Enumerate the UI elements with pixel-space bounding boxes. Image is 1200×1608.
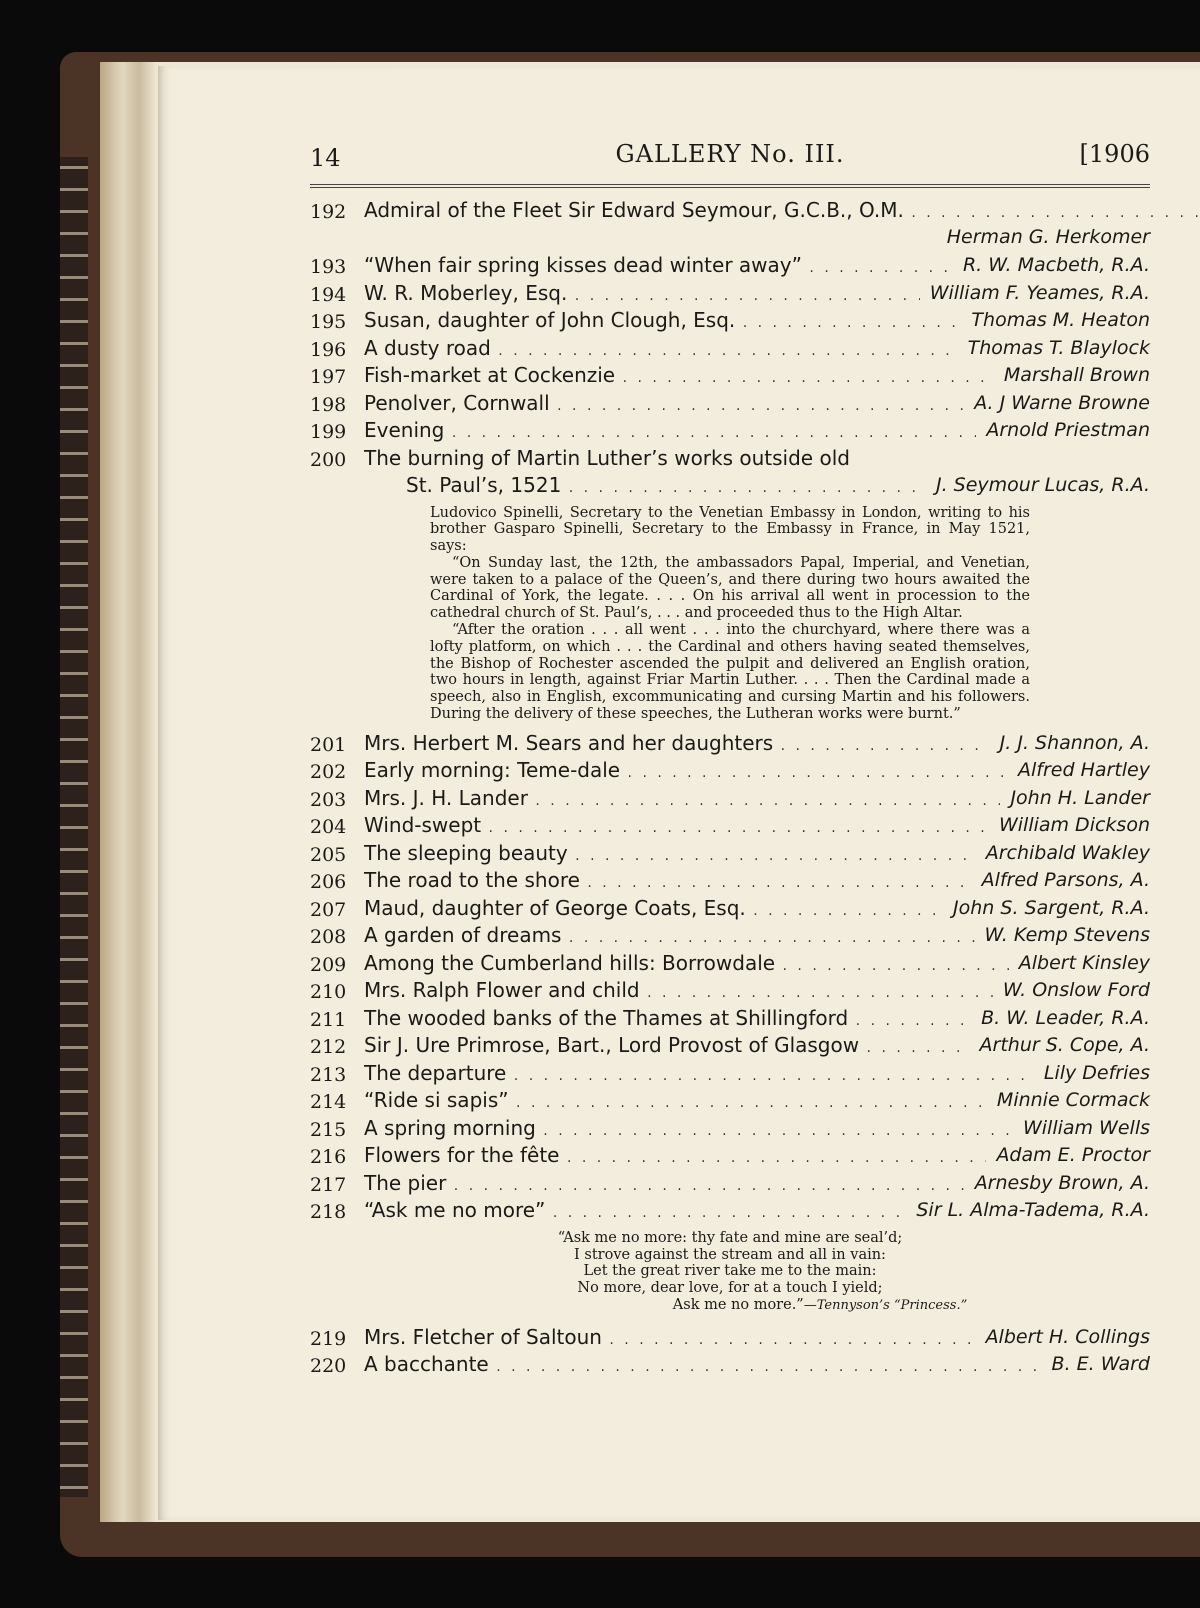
- entry-number: 214: [310, 1091, 347, 1114]
- catalogue-entry: [310, 391, 1150, 419]
- catalogue-entry: [310, 951, 1150, 979]
- entry-artist: Arnold Priestman: [976, 419, 1150, 441]
- catalogue-entry: [310, 308, 1150, 336]
- entry-artist: J. Seymour Lucas, R.A.: [926, 474, 1150, 496]
- catalogue-entry: [310, 226, 1150, 254]
- entry-note: [430, 505, 1030, 723]
- entry-artist: Albert H. Collings: [976, 1326, 1150, 1348]
- catalogue-entry: [310, 978, 1150, 1006]
- entry-title: Early morning: Teme-dale . . .: [364, 758, 1150, 782]
- entry-title: St. Paul’s, 1521 . . .: [406, 473, 1150, 497]
- entry-number: 199: [310, 421, 347, 443]
- entry-number: 220: [310, 1355, 347, 1378]
- entry-number: 201: [310, 733, 347, 756]
- entry-title: Among the Cumberland hills: Borrowdale . . .: [364, 951, 1150, 975]
- entry-artist: Thomas T. Blaylock: [958, 337, 1150, 359]
- catalogue-entry: [310, 1171, 1150, 1199]
- entry-title: W. R. Moberley, Esq. . . .: [364, 281, 1150, 305]
- entry-number: 215: [310, 1118, 347, 1141]
- entry-artist: J. J. Shannon, A.: [990, 732, 1150, 754]
- entry-number: 213: [310, 1063, 347, 1086]
- entry-title: Admiral of the Fleet Sir Edward Seymour, G.C.B., O.M. . . .: [364, 198, 1150, 222]
- entry-title: Mrs. Ralph Flower and child . . .: [364, 978, 1150, 1002]
- entry-artist: Herman G. Herkomer: [937, 226, 1150, 248]
- entry-poem: [310, 1230, 1150, 1315]
- entry-number: 203: [310, 788, 347, 811]
- entry-title: The sleeping beauty . . .: [364, 841, 1150, 865]
- catalogue-entry: [310, 281, 1150, 309]
- entry-artist: John H. Lander: [1000, 787, 1150, 809]
- entry-title: A bacchante . . .: [364, 1352, 1150, 1376]
- entry-artist: Sir L. Alma-Tadema, R.A.: [906, 1199, 1150, 1221]
- entry-title: Sir J. Ure Primrose, Bart., Lord Provost of Glasgow . . .: [364, 1033, 1150, 1057]
- entry-number: 192: [310, 201, 347, 223]
- entry-artist: William F. Yeames, R.A.: [920, 282, 1150, 304]
- entry-number: 196: [310, 338, 347, 361]
- entry-artist: Lily Defries: [1034, 1062, 1150, 1084]
- entry-number: 219: [310, 1327, 347, 1350]
- catalogue-entry: [310, 841, 1150, 869]
- catalogue-entry: [310, 1033, 1150, 1061]
- entry-number: 200: [310, 448, 347, 471]
- entry-title: The burning of Martin Luther’s works outside old: [364, 445, 850, 470]
- entry-number: 198: [310, 393, 347, 416]
- catalogue-entry: [310, 473, 1150, 501]
- entry-title: Penolver, Cornwall . . .: [364, 391, 1150, 415]
- entry-artist: Alfred Hartley: [1008, 759, 1150, 781]
- entry-number: 217: [310, 1173, 347, 1196]
- entry-title: Flowers for the fête . . .: [364, 1143, 1150, 1167]
- entry-title: The departure . . .: [364, 1061, 1150, 1085]
- entry-artist: Alfred Parsons, A.: [972, 869, 1150, 891]
- entry-title: The pier . . .: [364, 1171, 1150, 1195]
- catalogue-entry: [310, 868, 1150, 896]
- entry-title: “When fair spring kisses dead winter away” . . .: [364, 253, 1150, 277]
- catalogue-entry: [310, 363, 1150, 391]
- catalogue-entry: [310, 446, 1150, 474]
- poem-line: No more, dear love, for at a touch I yield;: [577, 1280, 883, 1297]
- running-header: [310, 140, 1150, 176]
- poem-source: —Tennyson’s “Princess.”: [803, 1298, 968, 1314]
- page-content: [310, 140, 1150, 1380]
- entry-title: “Ask me no more” . . .: [364, 1198, 1150, 1222]
- entry-number: 206: [310, 871, 347, 894]
- poem-line: Let the great river take me to the main:: [583, 1263, 877, 1280]
- catalogue-entry: [310, 731, 1150, 759]
- catalogue-entry: [310, 813, 1150, 841]
- entry-number: 218: [310, 1201, 347, 1224]
- entry-artist: Minnie Cormack: [987, 1089, 1150, 1111]
- entry-artist: W. Kemp Stevens: [975, 924, 1150, 946]
- catalogue-entry: [310, 923, 1150, 951]
- entry-number: 211: [310, 1008, 347, 1031]
- entry-artist: Marshall Brown: [994, 364, 1150, 386]
- entry-number: 194: [310, 283, 347, 306]
- entry-title: A dusty road . . .: [364, 336, 1150, 360]
- book-spine-edge: [60, 157, 88, 1497]
- catalogue-entry: [310, 1325, 1150, 1353]
- entry-artist: B. W. Leader, R.A.: [971, 1007, 1150, 1029]
- entry-artist: William Dickson: [989, 814, 1150, 836]
- entry-number: 195: [310, 311, 347, 333]
- entry-title: The wooded banks of the Thames at Shillingford . . .: [364, 1006, 1150, 1030]
- entry-artist: R. W. Macbeth, R.A.: [953, 254, 1150, 276]
- catalogue-entry: [310, 758, 1150, 786]
- entry-title: “Ride si sapis” . . .: [364, 1088, 1150, 1112]
- catalogue-entry: [310, 198, 1150, 226]
- catalogue-entry: [310, 1143, 1150, 1171]
- entry-artist: Arthur S. Cope, A.: [970, 1034, 1150, 1056]
- entry-number: 204: [310, 816, 347, 839]
- note-paragraph: “After the oration . . . all went . . . into the churchyard, where there was a lofty platform, on which . . . the Cardinal and others having seated themselves, the Bishop of Rochester ascended the pulpit and delivered an English oration, two hours in length, against Friar Martin Luther. . . . Then the Cardinal made a speech, also in English, excommunicating and cursing Martin and his followers. During the delivery of these speeches, the Lutheran works were burnt.”: [430, 622, 1030, 723]
- poem-last-line: [310, 1297, 1150, 1315]
- entry-artist: William Wells: [1013, 1117, 1150, 1139]
- catalogue-entry: [310, 1352, 1150, 1380]
- catalogue-entry: [310, 1088, 1150, 1116]
- poem-line: Ask me no more.”: [672, 1297, 804, 1314]
- note-paragraph: Ludovico Spinelli, Secretary to the Venetian Embassy in London, writing to his brother Gasparo Spinelli, Secretary to the Embassy in France, in May 1521, says:: [430, 504, 1030, 555]
- catalogue-entry: [310, 418, 1150, 446]
- entry-title: Fish-market at Cockenzie . . .: [364, 363, 1150, 387]
- catalogue-entry: [310, 1061, 1150, 1089]
- entry-title: A spring morning . . .: [364, 1116, 1150, 1140]
- entry-artist: Archibald Wakley: [976, 842, 1150, 864]
- entry-title: Evening . . .: [364, 418, 1150, 442]
- entry-artist: B. E. Ward: [1042, 1353, 1150, 1375]
- entry-title: Mrs. Fletcher of Saltoun . . .: [364, 1325, 1150, 1349]
- entry-artist: Arnesby Brown, A.: [965, 1172, 1150, 1194]
- poem-line: “Ask me no more: thy fate and mine are seal’d;: [557, 1229, 903, 1246]
- entry-number: 205: [310, 843, 347, 866]
- entry-title: Maud, daughter of George Coats, Esq. . . .: [364, 896, 1150, 920]
- page-year: [1906: [1079, 140, 1150, 168]
- entry-title: A garden of dreams . . .: [364, 923, 1150, 947]
- catalogue-entry: [310, 1006, 1150, 1034]
- catalogue-entry: [310, 336, 1150, 364]
- entry-artist: Albert Kinsley: [1009, 952, 1150, 974]
- catalogue-entry: [310, 786, 1150, 814]
- note-paragraph: “On Sunday last, the 12th, the ambassadors Papal, Imperial, and Venetian, were taken to a palace of the Queen’s, and there during two hours awaited the Cardinal of York, the legate. . . . On his arrival all went in procession to the cathedral church of St. Paul’s, . . . and proceeded thus to the High Altar.: [430, 554, 1030, 622]
- entry-number: 197: [310, 366, 347, 388]
- entry-number: 212: [310, 1036, 347, 1059]
- entry-artist: Thomas M. Heaton: [961, 309, 1150, 331]
- entry-number: 208: [310, 926, 347, 949]
- entry-artist: Adam E. Proctor: [986, 1144, 1150, 1166]
- entry-number: 207: [310, 898, 347, 921]
- entry-number: 209: [310, 953, 347, 976]
- entry-number: 202: [310, 761, 347, 784]
- page-number: 14: [310, 144, 341, 172]
- entry-title: Susan, daughter of John Clough, Esq. . . .: [364, 308, 1150, 332]
- entry-artist: A. J Warne Browne: [964, 392, 1150, 414]
- entry-number: 193: [310, 256, 347, 278]
- entry-title: Mrs. J. H. Lander . . .: [364, 786, 1150, 810]
- entry-title: Wind-swept . . .: [364, 813, 1150, 837]
- entry-artist: John S. Sargent, R.A.: [943, 897, 1150, 919]
- entry-title: The road to the shore . . .: [364, 868, 1150, 892]
- entry-number: 210: [310, 981, 347, 1004]
- entry-title: Mrs. Herbert M. Sears and her daughters . . .: [364, 731, 1150, 755]
- entry-number: 216: [310, 1146, 347, 1169]
- poem-line: I strove against the stream and all in vain:: [574, 1246, 886, 1263]
- header-rule: [310, 184, 1150, 188]
- catalogue-entry: [310, 253, 1150, 281]
- entry-artist: W. Onslow Ford: [993, 979, 1150, 1001]
- catalogue-entry: [310, 1198, 1150, 1226]
- catalogue-entry: [310, 1116, 1150, 1144]
- page-title: GALLERY No. III.: [615, 140, 845, 168]
- catalogue-entry: [310, 896, 1150, 924]
